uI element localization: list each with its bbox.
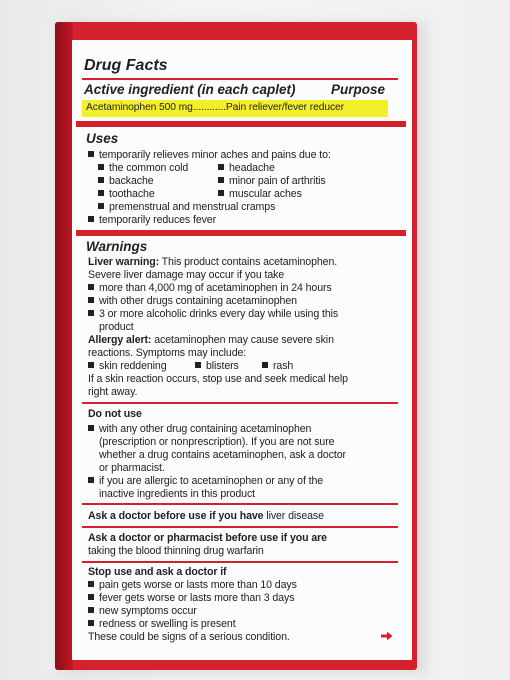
section-divider-uses bbox=[76, 121, 406, 127]
liver-item-text: more than 4,000 mg of acetaminophen in 24 hours bbox=[99, 282, 332, 294]
symptom-blisters: blisters bbox=[206, 360, 239, 372]
list-item bbox=[98, 188, 155, 200]
purpose-heading: Purpose bbox=[331, 82, 386, 97]
divider-ask-doctor bbox=[82, 503, 398, 505]
stop-item-text: redness or swelling is present bbox=[99, 618, 236, 630]
bullet-icon bbox=[88, 284, 94, 290]
ask-doctor-text: liver disease bbox=[266, 510, 324, 522]
bullet-icon bbox=[88, 581, 94, 587]
list-item bbox=[88, 423, 311, 435]
use-common-cold: the common cold bbox=[109, 162, 189, 174]
bullet-icon bbox=[88, 297, 94, 303]
list-item bbox=[218, 162, 275, 174]
uses-intro-text: temporarily relieves minor aches and pains due to: bbox=[99, 149, 331, 161]
divider-do-not-use bbox=[82, 402, 398, 404]
ask-doctor bbox=[88, 510, 324, 522]
dnu-item-line: inactive ingredients in this product bbox=[99, 488, 255, 500]
list-item bbox=[88, 282, 332, 294]
stop-item-text: pain gets worse or lasts more than 10 days bbox=[99, 579, 297, 591]
stop-use-heading: Stop use and ask a doctor if bbox=[88, 566, 227, 578]
bullet-icon bbox=[98, 177, 104, 183]
bullet-icon bbox=[88, 216, 94, 222]
arrow-right-icon bbox=[381, 631, 393, 641]
ask-doctor-label: Ask a doctor before use if you have bbox=[88, 510, 264, 522]
list-item bbox=[88, 295, 297, 307]
divider-ask-pharmacist bbox=[82, 526, 398, 528]
liver-item-text: with other drugs containing acetaminophen bbox=[99, 295, 297, 307]
bullet-icon bbox=[98, 190, 104, 196]
uses-heading: Uses bbox=[86, 131, 119, 146]
stop-item-text: fever gets worse or lasts more than 3 days bbox=[99, 592, 295, 604]
uses-intro bbox=[88, 149, 331, 161]
list-item bbox=[98, 201, 275, 213]
list-item bbox=[262, 360, 293, 372]
bullet-icon bbox=[88, 310, 94, 316]
list-item bbox=[88, 360, 167, 372]
dnu-item-line: whether a drug contains acetaminophen, ask a doctor bbox=[99, 449, 346, 461]
do-not-use-heading: Do not use bbox=[88, 408, 142, 420]
bullet-icon bbox=[218, 164, 224, 170]
list-item bbox=[98, 162, 188, 174]
liver-warning-text: This product contains acetaminophen. bbox=[161, 256, 338, 268]
allergy-line3: If a skin reaction occurs, stop use and seek medical help bbox=[88, 373, 348, 385]
use-muscular-aches: muscular aches bbox=[229, 188, 302, 200]
bullet-icon bbox=[88, 594, 94, 600]
bullet-icon bbox=[88, 425, 94, 431]
dnu-item-text: with any other drug containing acetaminophen bbox=[99, 423, 312, 435]
allergy-line2: reactions. Symptoms may include: bbox=[88, 347, 247, 359]
bullet-icon bbox=[98, 203, 104, 209]
section-divider-warnings bbox=[76, 230, 406, 236]
use-fever: temporarily reduces fever bbox=[99, 214, 217, 226]
active-ingredient-line: Acetaminophen 500 mg............Pain reliever/fever reducer bbox=[86, 102, 344, 113]
use-cramps: premenstrual and menstrual cramps bbox=[109, 201, 276, 213]
stop-item-text: new symptoms occur bbox=[99, 605, 197, 617]
drug-facts-title: Drug Facts bbox=[84, 57, 168, 74]
bullet-icon bbox=[98, 164, 104, 170]
liver-item-continuation: product bbox=[99, 321, 134, 333]
divider-stop-use bbox=[82, 561, 398, 563]
symptom-skin-reddening: skin reddening bbox=[99, 360, 167, 372]
bullet-icon bbox=[88, 362, 94, 368]
box-side-edge bbox=[55, 22, 73, 670]
use-backache: backache bbox=[109, 175, 154, 187]
allergy-alert bbox=[88, 334, 334, 346]
active-ingredient-heading: Active ingredient (in each caplet) bbox=[84, 82, 296, 97]
list-item bbox=[88, 618, 236, 630]
bullet-icon bbox=[218, 190, 224, 196]
warnings-heading: Warnings bbox=[86, 239, 148, 254]
list-item bbox=[88, 308, 338, 320]
bullet-icon bbox=[88, 607, 94, 613]
liver-warning-line2: Severe liver damage may occur if you take bbox=[88, 269, 285, 281]
title-rule bbox=[82, 78, 398, 80]
dnu-item-line: or pharmacist. bbox=[99, 462, 165, 474]
ask-pharmacist-label: Ask a doctor or pharmacist before use if you are bbox=[88, 532, 327, 544]
list-item bbox=[195, 360, 239, 372]
allergy-line4: right away. bbox=[88, 386, 138, 398]
liver-warning-label: Liver warning: bbox=[88, 256, 160, 268]
list-item bbox=[88, 605, 197, 617]
list-item bbox=[88, 475, 323, 487]
list-item bbox=[88, 592, 294, 604]
list-item bbox=[88, 214, 216, 226]
symptom-rash: rash bbox=[273, 360, 294, 372]
bullet-icon bbox=[88, 151, 94, 157]
use-toothache: toothache bbox=[109, 188, 155, 200]
bullet-icon bbox=[262, 362, 268, 368]
bullet-icon bbox=[88, 620, 94, 626]
bullet-icon bbox=[218, 177, 224, 183]
liver-warning bbox=[88, 256, 337, 268]
use-headache: headache bbox=[229, 162, 275, 174]
stop-footer: These could be signs of a serious condition. bbox=[88, 631, 290, 643]
dnu-item-line: (prescription or nonprescription). If you are not sure bbox=[99, 436, 335, 448]
list-item bbox=[218, 175, 326, 187]
allergy-alert-text: acetaminophen may cause severe skin bbox=[154, 334, 334, 346]
allergy-alert-label: Allergy alert: bbox=[88, 334, 152, 346]
liver-item-text: 3 or more alcoholic drinks every day while using this bbox=[99, 308, 339, 320]
bullet-icon bbox=[88, 477, 94, 483]
list-item bbox=[98, 175, 154, 187]
use-arthritis: minor pain of arthritis bbox=[229, 175, 326, 187]
ask-pharmacist-text: taking the blood thinning drug warfarin bbox=[88, 545, 264, 557]
bullet-icon bbox=[195, 362, 201, 368]
list-item bbox=[88, 579, 297, 591]
dnu-item-text: if you are allergic to acetaminophen or any of the bbox=[99, 475, 324, 487]
list-item bbox=[218, 188, 302, 200]
